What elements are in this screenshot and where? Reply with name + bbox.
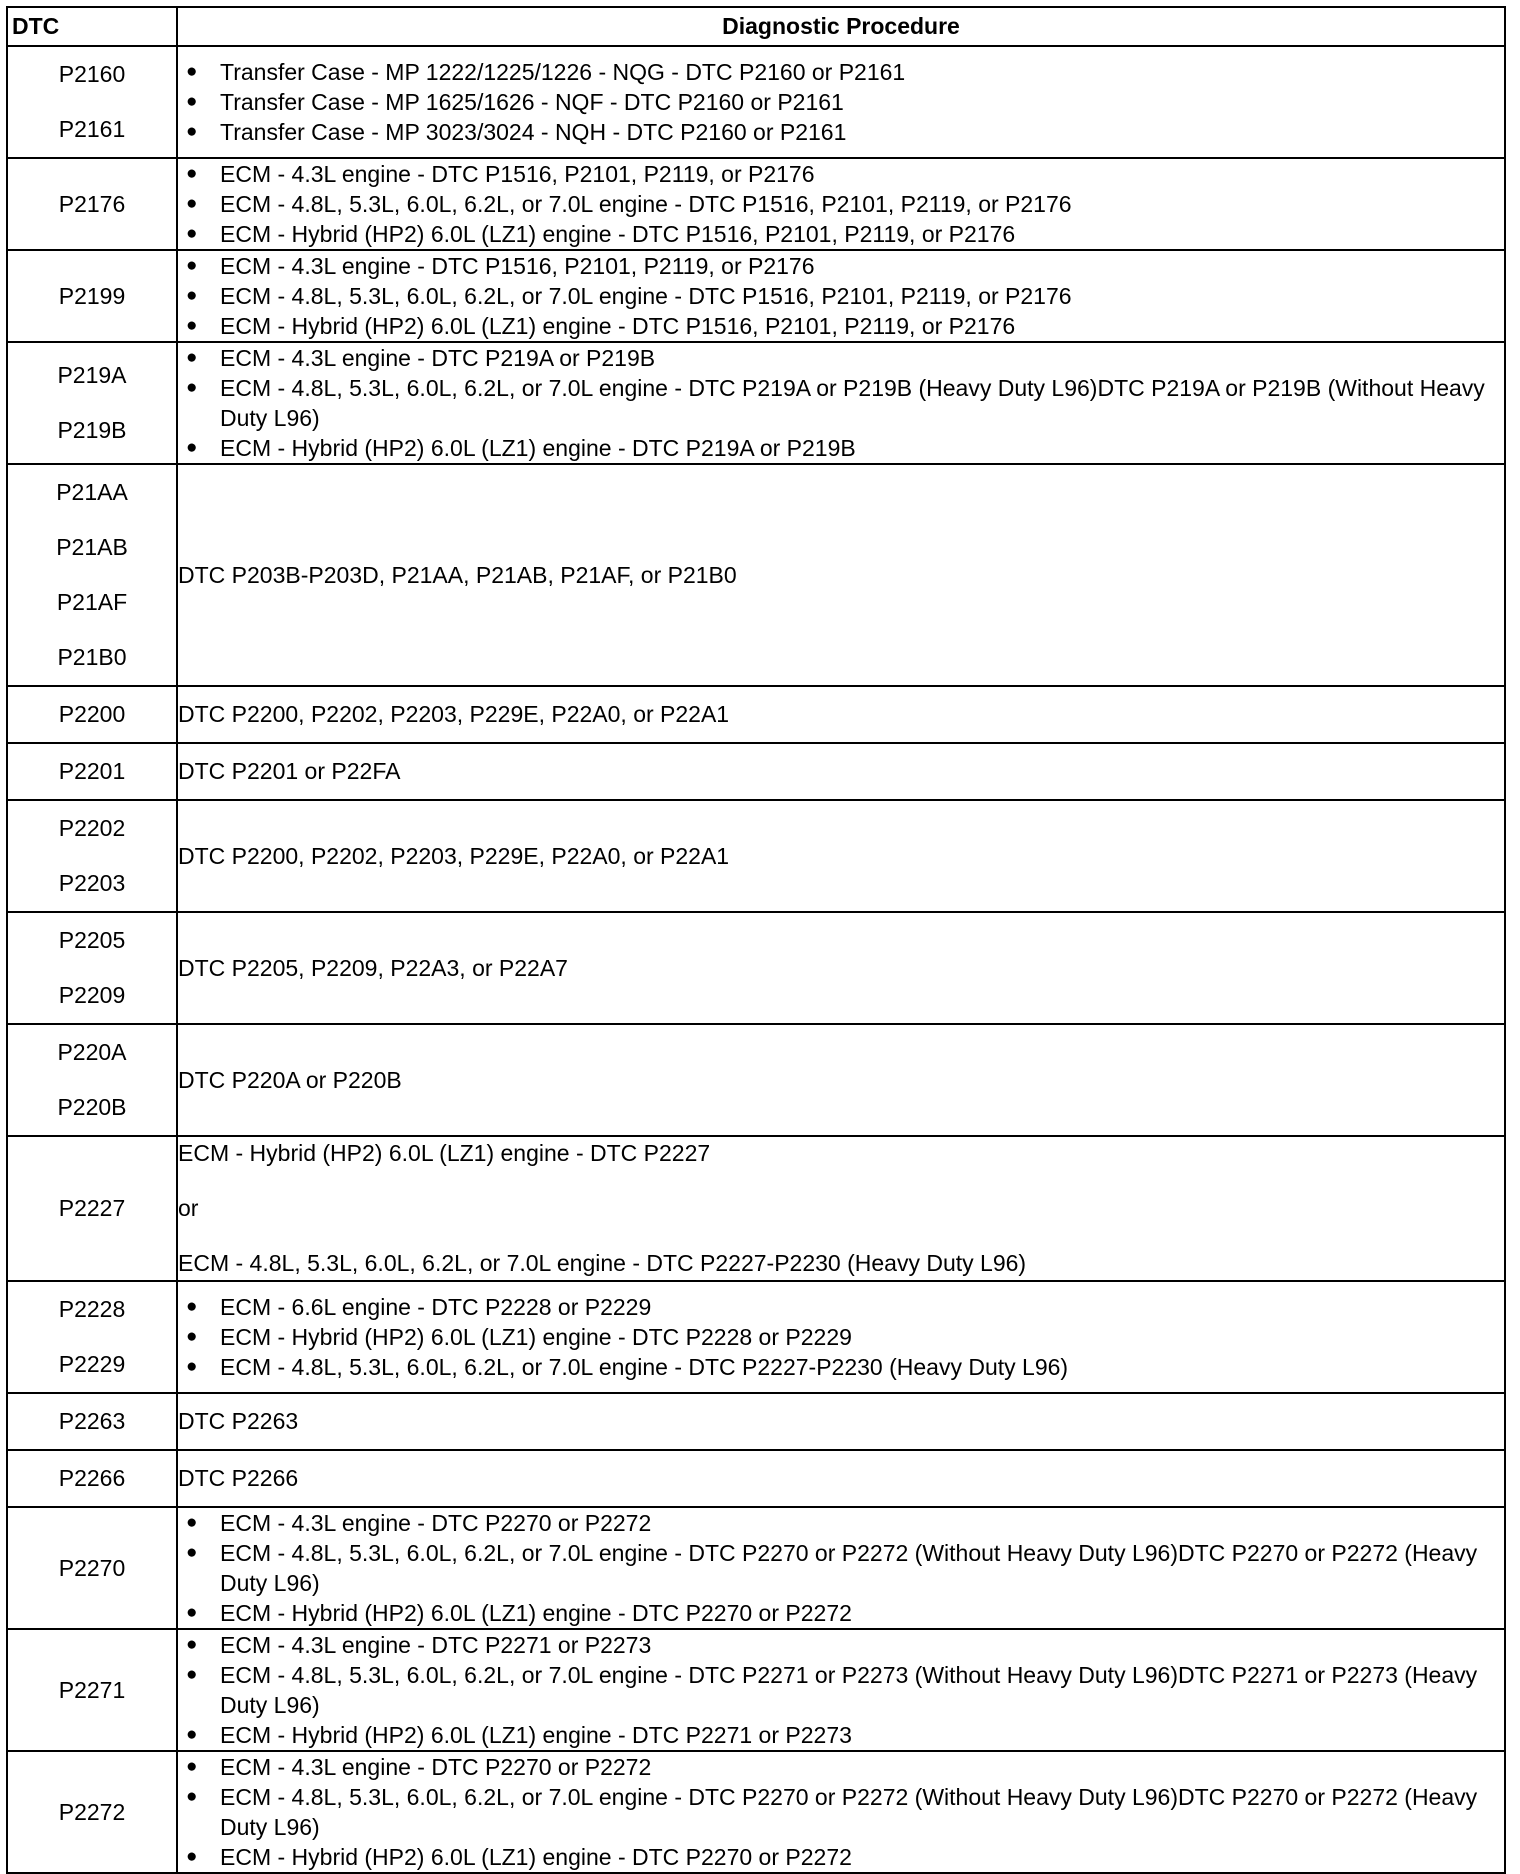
procedure-list-item: ● ECM - 4.8L, 5.3L, 6.0L, 6.2L, or 7.0L engine - DTC P2270 or P2272 (Without Heavy Duty L96)DTC P2270 or P2272 (Heavy Duty L96) — [220, 1782, 1504, 1842]
dtc-code: P2227 — [58, 1195, 126, 1221]
procedure-cell — [177, 342, 1505, 464]
procedure-list-item: ● ECM - Hybrid (HP2) 6.0L (LZ1) engine - DTC P2270 or P2272 — [220, 1598, 1504, 1628]
dtc-cell — [7, 1136, 177, 1281]
procedure-list-item: ● ECM - 4.3L engine - DTC P2270 or P2272 — [220, 1508, 1504, 1538]
dtc-cell — [7, 743, 177, 800]
table-row — [7, 158, 1505, 250]
dtc-cell — [7, 1629, 177, 1751]
dtc-cell — [7, 912, 177, 1024]
procedure-cell — [177, 743, 1505, 800]
procedure-cell — [177, 686, 1505, 743]
procedure-cell — [177, 46, 1505, 158]
table-row — [7, 342, 1505, 464]
dtc-code: P21AF — [56, 589, 128, 615]
procedure-list-item: ● ECM - 4.8L, 5.3L, 6.0L, 6.2L, or 7.0L engine - DTC P2271 or P2273 (Without Heavy Duty L96)DTC P2271 or P2273 (Heavy Duty L96) — [220, 1660, 1504, 1720]
procedure-cell — [177, 250, 1505, 342]
table-row — [7, 1751, 1505, 1873]
procedure-text: ECM - Hybrid (HP2) 6.0L (LZ1) engine - DTC P2227 — [178, 1140, 711, 1166]
dtc-code: P2272 — [58, 1798, 126, 1825]
procedure-cell — [177, 1507, 1505, 1629]
procedure-cell — [177, 912, 1505, 1024]
procedure-list-item: ● ECM - 4.3L engine - DTC P1516, P2101, P2119, or P2176 — [220, 251, 1504, 281]
procedure-list-item: ● Transfer Case - MP 1222/1225/1226 - NQG - DTC P2160 or P2161 — [220, 57, 1504, 87]
procedure-cell — [177, 1281, 1505, 1393]
table-header — [7, 7, 1505, 46]
dtc-code: P2263 — [58, 1408, 126, 1434]
table-row — [7, 250, 1505, 342]
procedure-column-header: Diagnostic Procedure — [177, 7, 1505, 46]
procedure-list-item: ● ECM - 4.3L engine - DTC P2270 or P2272 — [220, 1752, 1504, 1782]
procedure-cell — [177, 158, 1505, 250]
procedure-text: DTC P2266 — [178, 1465, 299, 1491]
dtc-cell — [7, 686, 177, 743]
dtc-code: P2161 — [58, 116, 126, 142]
dtc-code: P219A — [57, 362, 127, 388]
table-row — [7, 743, 1505, 800]
procedure-list-item: ● ECM - Hybrid (HP2) 6.0L (LZ1) engine - DTC P2270 or P2272 — [220, 1842, 1504, 1872]
procedure-list-item: ● ECM - Hybrid (HP2) 6.0L (LZ1) engine - DTC P1516, P2101, P2119, or P2176 — [220, 311, 1504, 341]
table-row — [7, 1450, 1505, 1507]
dtc-cell — [7, 1507, 177, 1629]
procedure-cell — [177, 1629, 1505, 1751]
procedure-cell — [177, 800, 1505, 912]
procedure-list-item: ● ECM - 4.8L, 5.3L, 6.0L, 6.2L, or 7.0L engine - DTC P2270 or P2272 (Without Heavy Duty L96)DTC P2270 or P2272 (Heavy Duty L96) — [220, 1538, 1504, 1598]
procedure-text: DTC P2263 — [178, 1408, 299, 1434]
procedure-list-item: ● Transfer Case - MP 3023/3024 - NQH - DTC P2160 or P2161 — [220, 117, 1504, 147]
dtc-column-header: DTC — [7, 7, 177, 46]
procedure-text: or — [178, 1195, 199, 1221]
table-row — [7, 1629, 1505, 1751]
procedure-list — [178, 57, 1504, 147]
dtc-code: P2203 — [58, 870, 126, 896]
table-row — [7, 1024, 1505, 1136]
dtc-cell — [7, 342, 177, 464]
procedure-list — [178, 343, 1504, 463]
procedure-cell — [177, 464, 1505, 686]
procedure-cell — [177, 1024, 1505, 1136]
procedure-text: ECM - 4.8L, 5.3L, 6.0L, 6.2L, or 7.0L engine - DTC P2227-P2230 (Heavy Duty L96) — [178, 1250, 1027, 1276]
procedure-text: DTC P220A or P220B — [178, 1066, 402, 1093]
table-row — [7, 1507, 1505, 1629]
procedure-cell — [177, 1393, 1505, 1450]
table-row — [7, 1393, 1505, 1450]
procedure-list-item: ● ECM - 4.3L engine - DTC P1516, P2101, P2119, or P2176 — [220, 159, 1504, 189]
dtc-code: P2266 — [58, 1465, 126, 1491]
dtc-cell — [7, 46, 177, 158]
procedure-list — [178, 159, 1504, 249]
procedure-list-item: ● ECM - 4.3L engine - DTC P219A or P219B — [220, 343, 1504, 373]
table-row — [7, 686, 1505, 743]
procedure-list-item: ● ECM - 4.8L, 5.3L, 6.0L, 6.2L, or 7.0L engine - DTC P1516, P2101, P2119, or P2176 — [220, 281, 1504, 311]
procedure-list-item: ● ECM - Hybrid (HP2) 6.0L (LZ1) engine - DTC P1516, P2101, P2119, or P2176 — [220, 219, 1504, 249]
dtc-code: P2176 — [58, 190, 126, 217]
dtc-cell — [7, 1751, 177, 1873]
dtc-code: P21B0 — [57, 644, 127, 670]
dtc-cell — [7, 1281, 177, 1393]
dtc-code: P2209 — [58, 982, 126, 1008]
procedure-list — [178, 251, 1504, 341]
dtc-cell — [7, 464, 177, 686]
dtc-code: P2199 — [58, 282, 126, 309]
procedure-cell — [177, 1136, 1505, 1281]
procedure-list-item: ● ECM - 4.3L engine - DTC P2271 or P2273 — [220, 1630, 1504, 1660]
line-spacer — [178, 1225, 1504, 1247]
dtc-cell — [7, 1393, 177, 1450]
dtc-code: P2200 — [58, 701, 126, 727]
dtc-code: P2201 — [58, 758, 126, 784]
table-body — [7, 46, 1505, 1873]
dtc-code: P2205 — [58, 927, 126, 953]
dtc-code: P2228 — [58, 1296, 126, 1322]
table-row — [7, 912, 1505, 1024]
dtc-code: P2270 — [58, 1554, 126, 1581]
procedure-text: DTC P2200, P2202, P2203, P229E, P22A0, or P22A1 — [178, 842, 730, 869]
dtc-cell — [7, 158, 177, 250]
procedure-list-item: ● ECM - Hybrid (HP2) 6.0L (LZ1) engine - DTC P2228 or P2229 — [220, 1322, 1504, 1352]
procedure-list-item: ● ECM - Hybrid (HP2) 6.0L (LZ1) engine - DTC P2271 or P2273 — [220, 1720, 1504, 1750]
table-row — [7, 800, 1505, 912]
procedure-list-item: ● ECM - 6.6L engine - DTC P2228 or P2229 — [220, 1292, 1504, 1322]
procedure-list — [178, 1752, 1504, 1872]
procedure-list — [178, 1508, 1504, 1628]
procedure-list — [178, 1292, 1504, 1382]
dtc-code: P2160 — [58, 61, 126, 87]
dtc-code: P2271 — [58, 1676, 126, 1703]
dtc-code: P21AB — [56, 534, 128, 560]
header-row — [7, 7, 1505, 46]
dtc-table — [6, 6, 1506, 1874]
procedure-list — [178, 1630, 1504, 1750]
dtc-code: P21AA — [56, 479, 128, 505]
procedure-cell — [177, 1450, 1505, 1507]
dtc-code: P2229 — [58, 1351, 126, 1377]
line-spacer — [178, 1170, 1504, 1192]
dtc-cell — [7, 1024, 177, 1136]
table-row — [7, 464, 1505, 686]
table-row — [7, 1136, 1505, 1281]
procedure-text: DTC P203B-P203D, P21AA, P21AB, P21AF, or P21B0 — [178, 561, 737, 588]
dtc-code: P220A — [57, 1039, 127, 1065]
procedure-list-item: ● ECM - 4.8L, 5.3L, 6.0L, 6.2L, or 7.0L engine - DTC P1516, P2101, P2119, or P2176 — [220, 189, 1504, 219]
procedure-text: DTC P2205, P2209, P22A3, or P22A7 — [178, 954, 568, 981]
procedure-list-item: ● ECM - Hybrid (HP2) 6.0L (LZ1) engine - DTC P219A or P219B — [220, 433, 1504, 463]
table-row — [7, 46, 1505, 158]
dtc-cell — [7, 250, 177, 342]
dtc-code: P220B — [57, 1094, 127, 1120]
table-row — [7, 1281, 1505, 1393]
procedure-text: DTC P2201 or P22FA — [178, 758, 401, 784]
dtc-code: P2202 — [58, 815, 126, 841]
procedure-cell — [177, 1751, 1505, 1873]
procedure-list-item: ● ECM - 4.8L, 5.3L, 6.0L, 6.2L, or 7.0L engine - DTC P219A or P219B (Heavy Duty L96)DTC P219A or P219B (Without Heavy Duty L96) — [220, 373, 1504, 433]
dtc-cell — [7, 1450, 177, 1507]
procedure-list-item: ● ECM - 4.8L, 5.3L, 6.0L, 6.2L, or 7.0L engine - DTC P2227-P2230 (Heavy Duty L96) — [220, 1352, 1504, 1382]
procedure-list-item: ● Transfer Case - MP 1625/1626 - NQF - DTC P2160 or P2161 — [220, 87, 1504, 117]
dtc-cell — [7, 800, 177, 912]
dtc-code: P219B — [57, 417, 127, 443]
procedure-text: DTC P2200, P2202, P2203, P229E, P22A0, or P22A1 — [178, 701, 730, 727]
